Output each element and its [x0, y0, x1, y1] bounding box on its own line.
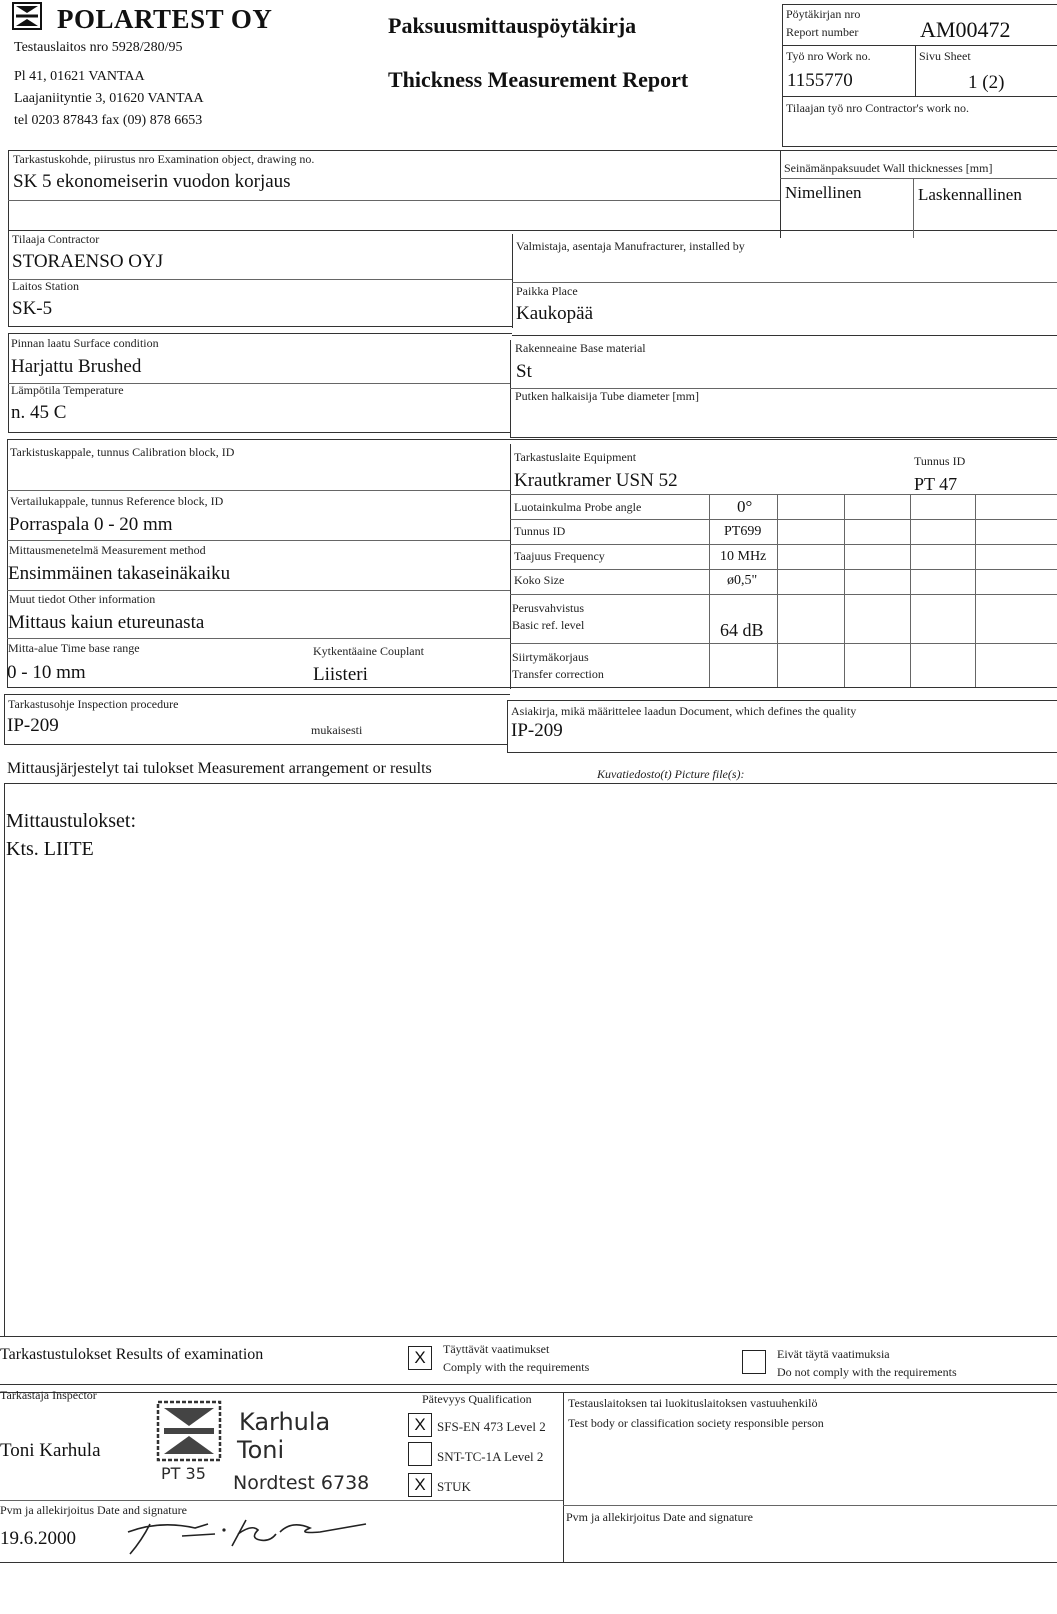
- material-value: St: [516, 361, 532, 382]
- material-label: Rakenneaine Base material: [515, 341, 646, 355]
- qualification-item-1: SFS-EN 473 Level 2: [437, 1419, 546, 1434]
- equipment-id-label: Tunnus ID: [914, 454, 966, 468]
- frequency-value: 10 MHz: [720, 549, 767, 564]
- report-number: AM00472: [920, 17, 1011, 42]
- calibration-block-label: Tarkistuskappale, tunnus Calibration block, ID: [10, 445, 235, 459]
- surface-label: Pinnan laatu Surface condition: [11, 336, 159, 350]
- transfer-correction-label-en: Transfer correction: [512, 667, 604, 681]
- test-body-label-en: Test body or classification society responsible person: [568, 1416, 824, 1430]
- transfer-correction-label-fi: Siirtymäkorjaus: [512, 650, 589, 664]
- contractor-work-label: Tilaajan työ nro Contractor's work no.: [786, 101, 970, 115]
- probe-id-value: PT699: [724, 524, 762, 539]
- work-number-label: Työ nro Work no.: [786, 49, 871, 63]
- wall-thickness-label: Seinämänpaksuudet Wall thicknesses [mm]: [784, 161, 993, 175]
- probe-size-value: ø0,5": [727, 573, 758, 588]
- time-base-value: 0 - 10 mm: [7, 662, 86, 683]
- qualification-item-2: SNT-TC-1A Level 2: [437, 1449, 544, 1464]
- manufacturer-label: Valmistaja, asentaja Manufracturer, installed by: [516, 239, 745, 253]
- surface-value: Harjattu Brushed: [11, 356, 142, 377]
- date-signature-label-2: Pvm ja allekirjoitus Date and signature: [566, 1510, 753, 1524]
- basic-ref-label-en: Basic ref. level: [512, 618, 585, 632]
- address-line-1: Pl 41, 01621 VANTAA: [14, 69, 145, 84]
- comply-checkbox[interactable]: X: [408, 1346, 432, 1370]
- qualification-checkbox-1[interactable]: X: [408, 1413, 432, 1437]
- procedure-suffix: mukaisesti: [311, 723, 363, 737]
- place-value: Kaukopää: [516, 303, 594, 324]
- report-number-label-fi: Pöytäkirjan nro: [786, 7, 861, 21]
- couplant-label: Kytkentäaine Couplant: [313, 644, 424, 658]
- station-value: SK-5: [12, 298, 53, 319]
- contractor-label: Tilaaja Contractor: [12, 232, 100, 246]
- method-label: Mittausmenetelmä Measurement method: [9, 543, 206, 557]
- probe-angle-value: 0°: [737, 497, 753, 516]
- method-value: Ensimmäinen takaseinäkaiku: [8, 563, 231, 584]
- procedure-label: Tarkastusohje Inspection procedure: [8, 697, 179, 711]
- results-reference: Kts. LIITE: [6, 838, 94, 860]
- company-name: POLARTEST OY: [57, 4, 273, 34]
- phone-line: tel 0203 87843 fax (09) 878 6653: [14, 113, 203, 128]
- place-label: Paikka Place: [516, 284, 578, 298]
- not-comply-label-en: Do not comply with the requirements: [777, 1365, 957, 1379]
- qualification-label: Pätevyys Qualification: [422, 1392, 532, 1406]
- reference-block-value: Porraspala 0 - 20 mm: [9, 514, 173, 535]
- wall-calculated-label: Laskennallinen: [918, 185, 1022, 204]
- time-base-label: Mitta-alue Time base range: [8, 641, 140, 655]
- basic-ref-value: 64 dB: [720, 620, 764, 640]
- probe-angle-label: Luotainkulma Probe angle: [514, 500, 642, 514]
- inspection-date: 19.6.2000: [0, 1528, 76, 1549]
- qualification-item-3: STUK: [437, 1479, 471, 1494]
- probe-size-label: Koko Size: [514, 573, 565, 587]
- procedure-value: IP-209: [7, 715, 59, 736]
- probe-id-label: Tunnus ID: [514, 524, 566, 538]
- report-number-label-en: Report number: [786, 25, 859, 39]
- work-number: 1155770: [787, 70, 853, 91]
- inspector-signature: [120, 1510, 370, 1560]
- title-english: Thickness Measurement Report: [388, 67, 689, 92]
- couplant-value: Liisteri: [313, 664, 368, 685]
- other-info-value: Mittaus kaiun etureunasta: [8, 612, 205, 633]
- not-comply-checkbox[interactable]: [742, 1350, 766, 1374]
- equipment-label: Tarkastuslaite Equipment: [514, 450, 637, 464]
- sheet-label: Sivu Sheet: [919, 49, 971, 63]
- exam-object-label: Tarkastuskohde, piirustus nro Examination object, drawing no.: [13, 152, 315, 166]
- frequency-label: Taajuus Frequency: [514, 549, 605, 563]
- equipment-id: PT 47: [914, 474, 958, 494]
- address-line-2: Laajaniityntie 3, 01620 VANTAA: [14, 91, 204, 106]
- not-comply-label-fi: Eivät täytä vaatimuksia: [777, 1347, 890, 1361]
- stamp-certificate: Nordtest 6738: [233, 1472, 370, 1494]
- quality-doc-value: IP-209: [511, 720, 563, 741]
- exam-object-value: SK 5 ekonomeiserin vuodon korjaus: [13, 171, 291, 192]
- lab-number: Testauslaitos nro 5928/280/95: [14, 40, 183, 55]
- station-label: Laitos Station: [12, 279, 79, 293]
- inspector-name: Toni Karhula: [0, 1440, 101, 1461]
- inspector-label: Tarkastaja Inspector: [0, 1388, 97, 1402]
- title-finnish: Paksuusmittauspöytäkirja: [388, 13, 637, 38]
- comply-label-en: Comply with the requirements: [443, 1360, 590, 1374]
- contractor-value: STORAENSO OYJ: [12, 251, 164, 272]
- other-info-label: Muut tiedot Other information: [9, 592, 156, 606]
- stamp-firstname: Toni: [237, 1436, 285, 1464]
- comply-label-fi: Täyttävät vaatimukset: [443, 1342, 550, 1356]
- wall-nominal-label: Nimellinen: [785, 183, 862, 202]
- date-signature-label: Pvm ja allekirjoitus Date and signature: [0, 1503, 187, 1517]
- temperature-value: n. 45 C: [11, 402, 67, 423]
- stamp-code: PT 35: [161, 1464, 206, 1483]
- picture-files-label: Kuvatiedosto(t) Picture file(s):: [597, 767, 745, 781]
- quality-doc-label: Asiakirja, mikä määrittelee laadun Document, which defines the quality: [511, 704, 857, 718]
- results-heading: Mittaustulokset:: [6, 810, 136, 832]
- reference-block-label: Vertailukappale, tunnus Reference block, ID: [10, 494, 224, 508]
- stamp-logo: [155, 1399, 223, 1463]
- results-label: Tarkastustulokset Results of examination: [0, 1346, 264, 1363]
- tube-diameter-label: Putken halkaisija Tube diameter [mm]: [515, 389, 699, 403]
- temperature-label: Lämpötila Temperature: [11, 383, 124, 397]
- sheet-number: 1 (2): [968, 72, 1005, 93]
- arrangement-label: Mittausjärjestelyt tai tulokset Measurement arrangement or results: [7, 760, 432, 777]
- test-body-label-fi: Testauslaitoksen tai luokituslaitoksen vastuuhenkilö: [568, 1396, 818, 1410]
- stamp-surname: Karhula: [239, 1408, 331, 1436]
- qualification-checkbox-2[interactable]: [408, 1442, 432, 1466]
- basic-ref-label-fi: Perusvahvistus: [512, 601, 584, 615]
- company-logo: [12, 2, 42, 30]
- equipment-value: Krautkramer USN 52: [514, 470, 678, 491]
- qualification-checkbox-3[interactable]: X: [408, 1473, 432, 1497]
